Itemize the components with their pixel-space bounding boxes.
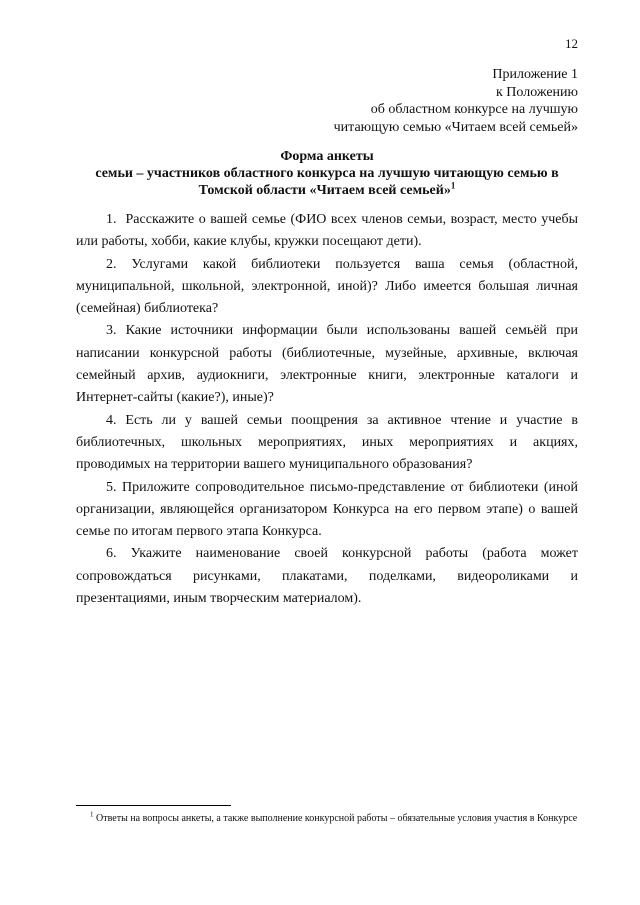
question-item: 2. Услугами какой библиотеки пользуется ваша семья (областной, муниципальной, школьной, электронной, иной)? Либо имеется большая личная (семейная) библиотека? [76, 256, 578, 317]
footnote-text: Ответы на вопросы анкеты, а также выполнение конкурсной работы – обязательные условия участия в Конкурсе [96, 813, 578, 824]
appendix-header [258, 66, 578, 136]
appendix-line: к Положению [495, 84, 578, 100]
form-title-line: семьи – участников областного конкурса на лучшую читающую семью в [95, 166, 559, 181]
footnote-marker: 1 [90, 810, 94, 819]
footnote-reference: 1 [450, 180, 456, 191]
footnote [76, 812, 578, 825]
form-title-text: Томской области «Читаем всей семьей» [198, 183, 451, 198]
footnote-separator [76, 805, 231, 806]
question-item: 3. Какие источники информации были использованы вашей семьёй при написании конкурсной работы (библиотечные, музейные, архивные, включая семейный архив, аудиокниги, электронные книги, электронные каталоги и Интернет-сайты (какие?), иные)? [76, 323, 578, 406]
question-item: 6. Укажите наименование своей конкурсной работы (работа может сопровождаться рисунками, плакатами, поделками, видеороликами и презентациями, иным творческим материалом). [76, 546, 578, 607]
form-title-line: Форма анкеты [280, 149, 374, 164]
page-number: 12 [565, 36, 578, 51]
footnote-body [76, 812, 578, 825]
form-title [76, 148, 578, 199]
question-item: 1. Расскажите о вашей семье (ФИО всех членов семьи, возраст, место учебы или работы, хобби, какие клубы, кружки посещают дети). [76, 212, 578, 250]
question-item: 4. Есть ли у вашей семьи поощрения за активное чтение и участие в библиотечных, школьных мероприятиях, иных мероприятиях и акциях, проводимых на территории вашего муниципального образования? [76, 412, 578, 473]
appendix-line: читающую семью «Читаем всей семьей» [333, 119, 578, 135]
appendix-line: Приложение 1 [492, 67, 578, 82]
appendix-line: об областном конкурсе на лучшую [370, 102, 578, 117]
question-list [76, 209, 578, 610]
form-title-line [76, 182, 578, 199]
question-item: 5. Приложите сопроводительное письмо-представление от библиотеки (иной организации, являющейся организатором Конкурса на его первом этапе) о вашей семье по итогам первого этапа Конкурса. [76, 479, 578, 540]
